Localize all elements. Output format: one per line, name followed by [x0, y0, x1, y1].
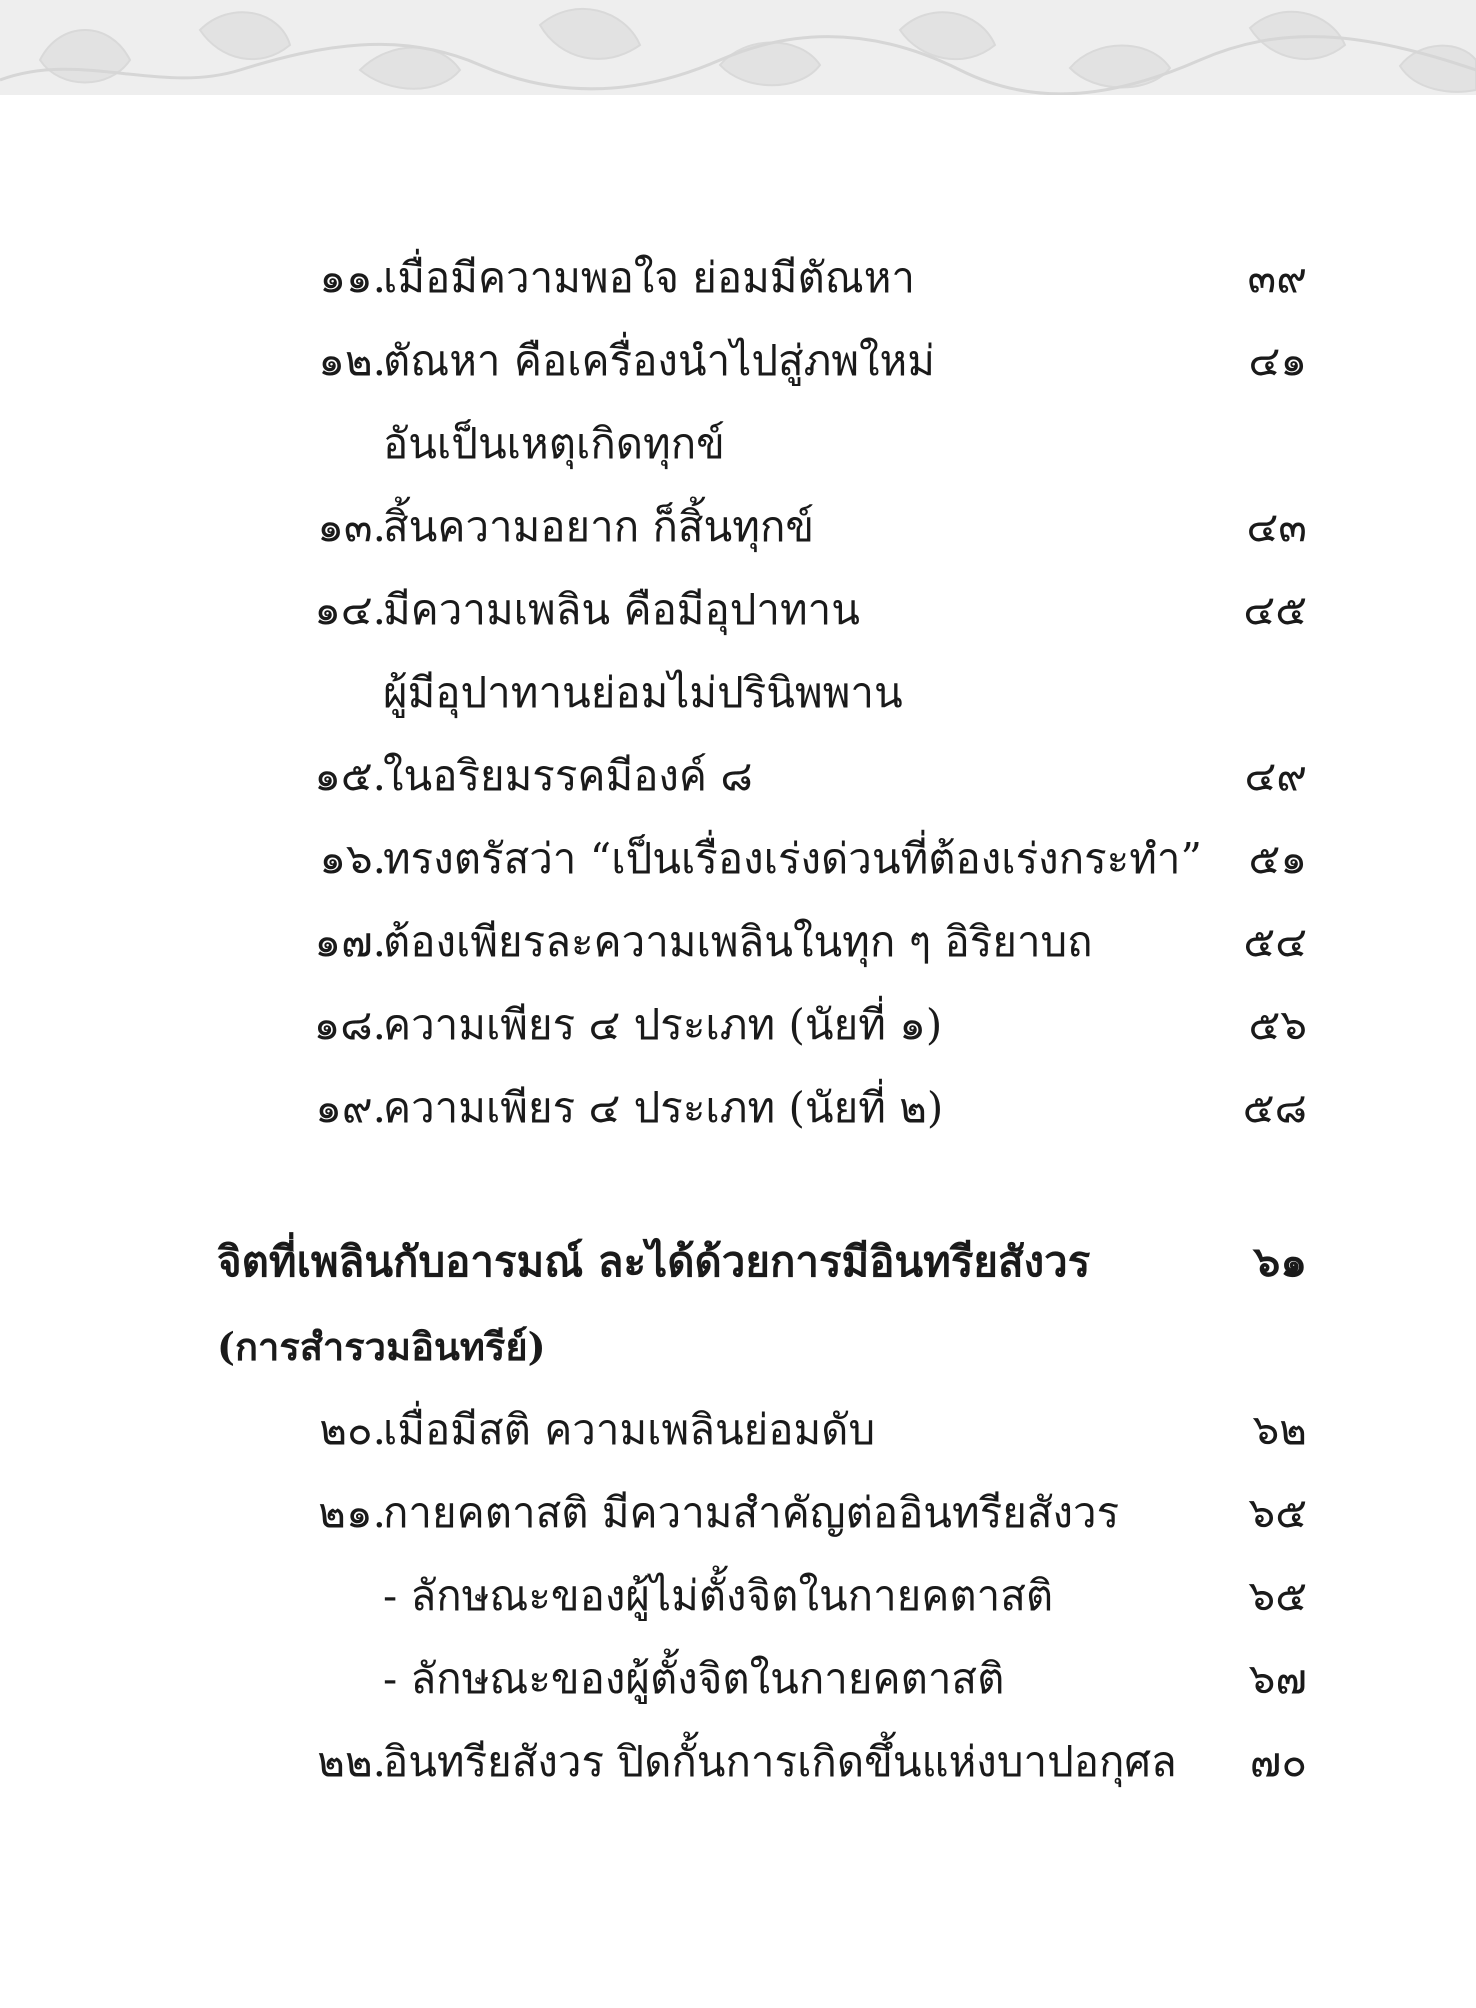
entry-number: ๑๕.	[314, 751, 386, 800]
section-subtitle: (การสำรวมอินทรีย์)	[217, 1324, 546, 1369]
entry-page: ๔๓	[1246, 502, 1307, 551]
entry-page: ๔๕	[1243, 585, 1307, 634]
toc-subentry	[0, 1649, 1476, 1709]
entry-page: ๕๘	[1242, 1083, 1307, 1132]
entry-number: ๒๐.	[319, 1405, 386, 1454]
entry-number: ๑๙.	[315, 1083, 386, 1132]
entry-title-continuation: อันเป็นเหตุเกิดทุกข์	[383, 419, 725, 468]
toc-subentry	[0, 1566, 1476, 1626]
entry-number: ๑๖.	[319, 834, 386, 883]
entry-number: ๑๔.	[314, 585, 386, 634]
section-title: จิตที่เพลินกับอารมณ์ ละได้ด้วยการมีอินทรียสังวร	[217, 1237, 1091, 1286]
entry-title: ความเพียร ๔ ประเภท (นัยที่ ๒)	[383, 1083, 944, 1132]
entry-number: ๑๘.	[313, 1000, 386, 1049]
toc-entry	[0, 912, 1476, 972]
entry-title: ในอริยมรรคมีองค์ ๘	[383, 751, 753, 800]
entry-page: ๔๙	[1244, 751, 1307, 800]
entry-title: สิ้นความอยาก ก็สิ้นทุกข์	[383, 502, 815, 551]
entry-number: ๑๓.	[317, 502, 386, 551]
toc-entry	[0, 1400, 1476, 1460]
entry-page: ๕๔	[1243, 917, 1307, 966]
toc-entry	[0, 746, 1476, 806]
subentry-title: - ลักษณะของผู้ไม่ตั้งจิตในกายคตาสติ	[383, 1571, 1054, 1620]
toc-entry	[0, 1483, 1476, 1543]
entry-page: ๗๐	[1249, 1737, 1307, 1786]
toc-entry-continuation	[0, 663, 1476, 723]
toc-entry	[0, 580, 1476, 640]
toc-entry	[0, 331, 1476, 391]
entry-title: กายคตาสติ มีความสำคัญต่ออินทรียสังวร	[383, 1488, 1120, 1537]
toc-section-heading	[0, 1232, 1476, 1292]
toc-section-subheading	[0, 1317, 1476, 1377]
entry-page: ๖๒	[1252, 1405, 1307, 1454]
entry-page: ๕๑	[1248, 834, 1307, 883]
entry-title: อินทรียสังวร ปิดกั้นการเกิดขึ้นแห่งบาปอกุศล	[383, 1737, 1177, 1786]
entry-number: ๒๒.	[317, 1737, 386, 1786]
entry-title-continuation: ผู้มีอุปาทานย่อมไม่ปรินิพพาน	[383, 668, 903, 717]
entry-number: ๑๒.	[318, 336, 386, 385]
entry-page: ๖๗	[1248, 1654, 1307, 1703]
entry-title: ตัณหา คือเครื่องนำไปสู่ภพใหม่	[383, 336, 935, 385]
entry-page: ๔๑	[1248, 336, 1307, 385]
toc-entry	[0, 248, 1476, 308]
toc-entry	[0, 1078, 1476, 1138]
section-page: ๖๑	[1253, 1237, 1307, 1286]
entry-number: ๑๑.	[319, 253, 386, 302]
entry-page: ๖๕	[1248, 1571, 1307, 1620]
entry-title: เมื่อมีความพอใจ ย่อมมีตัณหา	[383, 253, 915, 302]
entry-title: ความเพียร ๔ ประเภท (นัยที่ ๑)	[383, 1000, 943, 1049]
entry-title: ต้องเพียรละความเพลินในทุก ๆ อิริยาบถ	[383, 917, 1093, 966]
toc-entry	[0, 1732, 1476, 1792]
entry-number: ๑๗.	[314, 917, 386, 966]
entry-page: ๖๕	[1248, 1488, 1307, 1537]
toc-entry	[0, 995, 1476, 1055]
subentry-title: - ลักษณะของผู้ตั้งจิตในกายคตาสติ	[383, 1654, 1005, 1703]
entry-number: ๒๑.	[318, 1488, 386, 1537]
entry-page: ๓๙	[1247, 253, 1307, 302]
toc-entry	[0, 497, 1476, 557]
entry-title: ทรงตรัสว่า “เป็นเรื่องเร่งด่วนที่ต้องเร่งกระทำ”	[383, 834, 1202, 883]
entry-title: มีความเพลิน คือมีอุปาทาน	[383, 585, 860, 634]
toc-entry	[0, 829, 1476, 889]
toc-entry-continuation	[0, 414, 1476, 474]
entry-page: ๕๖	[1248, 1000, 1307, 1049]
entry-title: เมื่อมีสติ ความเพลินย่อมดับ	[383, 1405, 876, 1454]
